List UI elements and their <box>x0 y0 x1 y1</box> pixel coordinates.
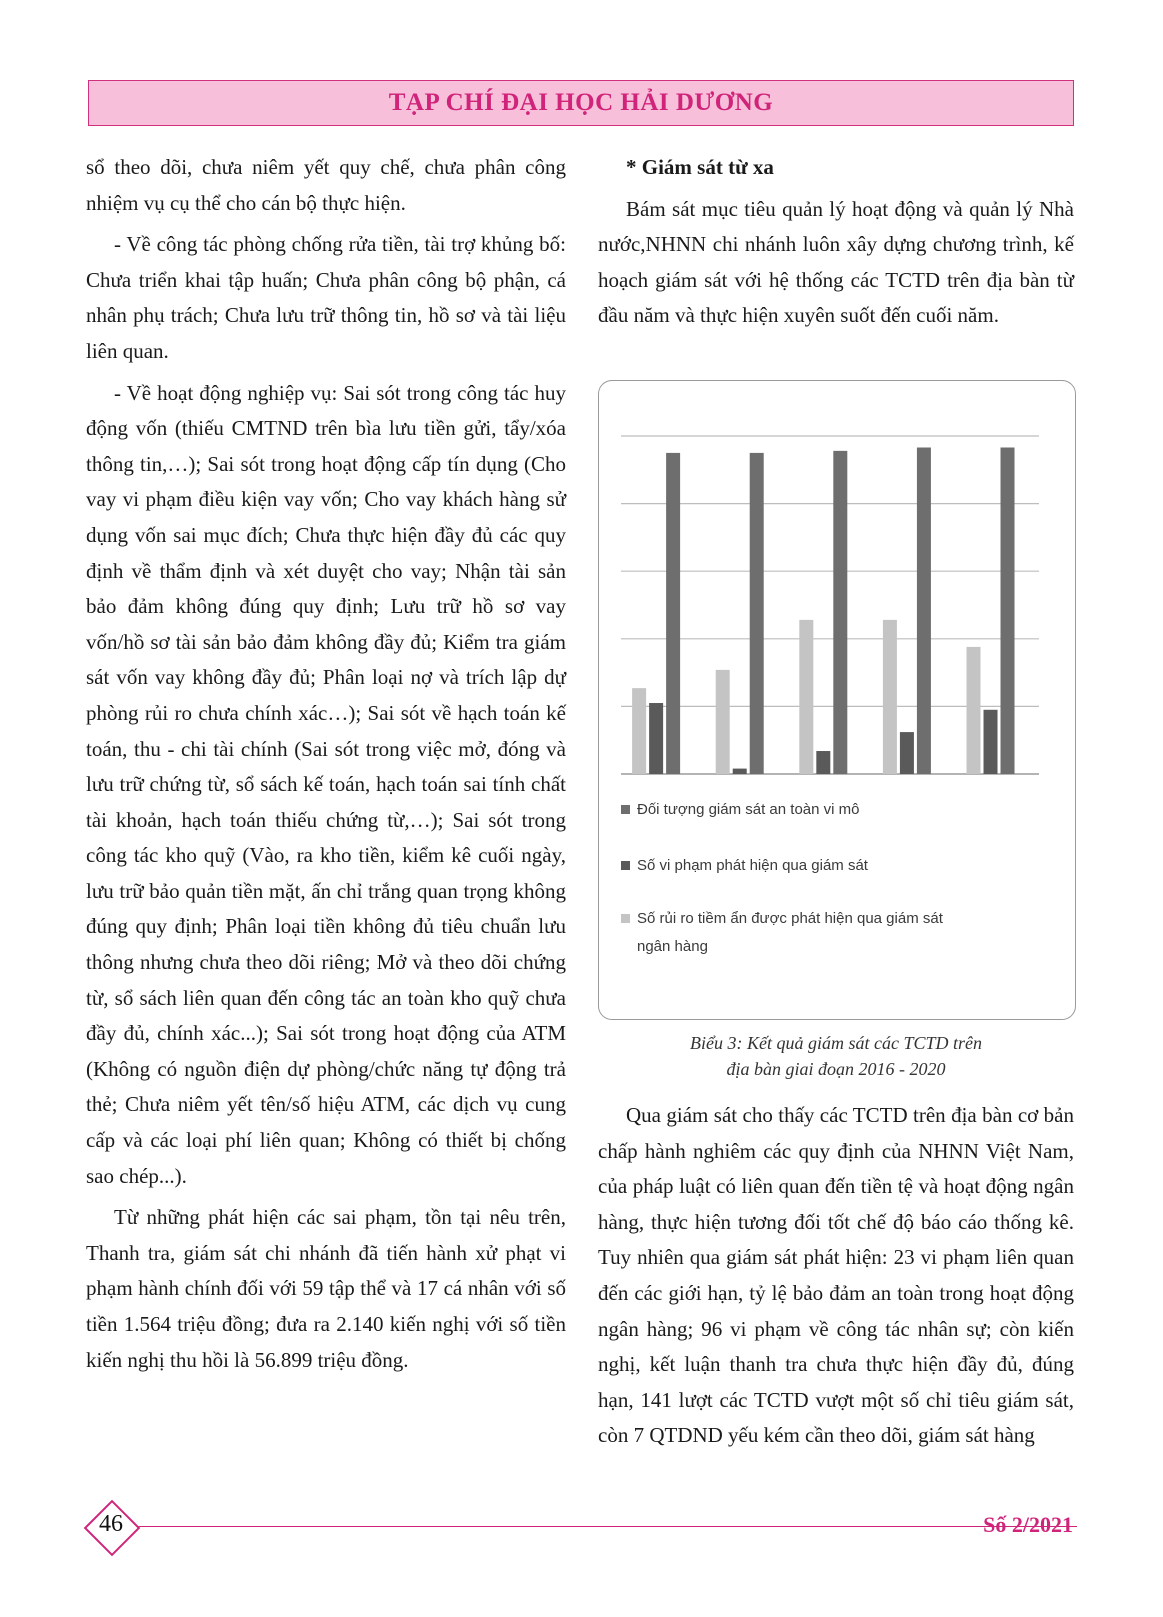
figure-caption <box>598 1030 1074 1082</box>
bar <box>733 769 747 774</box>
journal-title: TẠP CHÍ ĐẠI HỌC HẢI DƯƠNG <box>388 89 774 116</box>
legend-label: Số vi phạm phát hiện qua giám sát <box>637 857 868 874</box>
paragraph: - Về công tác phòng chống rửa tiền, tài trợ khủng bố: Chưa triển khai tập huấn; Chưa phân công bộ phận, cá nhân phụ trách; Chưa lưu trữ thông tin, hồ sơ và tài liệu liên quan. <box>86 232 566 363</box>
right-column <box>598 150 1074 340</box>
paragraph: Từ những phát hiện các sai phạm, tồn tại nêu trên, Thanh tra, giám sát chi nhánh đã tiến hành xử phạt vi phạm hành chính đối với 59 tập thể và 17 cá nhân với số tiền 1.564 triệu đồng; đưa ra 2.140 kiến nghị với số tiền kiến nghị thu hồi là 56.899 triệu đồng. <box>86 1205 566 1372</box>
paragraph: Bám sát mục tiêu quản lý hoạt động và quản lý Nhà nước,NHNN chi nhánh luôn xây dựng chương trình, kế hoạch giám sát với hệ thống các TCTD trên địa bàn từ đầu năm và thực hiện xuyên suốt đến cuối năm. <box>598 196 1074 328</box>
issue-number: Số 2/2021 <box>983 1512 1073 1537</box>
footer-rule <box>132 1526 1077 1527</box>
bar <box>649 703 663 774</box>
paragraph: - Về hoạt động nghiệp vụ: Sai sót trong công tác huy động vốn (thiếu CMTND trên bìa lưu tiền gửi, tẩy/xóa thông tin,…); Sai sót trong hoạt động cấp tín dụng (Cho vay vi phạm điều kiện vay vốn; Cho vay khách hàng sử dụng vốn sai mục đích; Chưa thực hiện đầy đủ các quy định về thẩm định và xét duyệt cho vay; Nhận tài sản bảo đảm không đúng quy định; Lưu trữ hồ sơ vay vốn/hồ sơ tài sản bảo đảm không đầy đủ; Kiểm tra giám sát vốn vay không đầy đủ; Phân loại nợ và trích lập dự phòng rủi ro chưa chính xác…); Sai sót về hạch toán kế toán, thu - chi tài chính (Sai sót trong việc mở, đóng và lưu trữ chứng từ, sổ sách kế toán, hạch toán sai tính chất tài khoản, hạch toán thiếu chứng từ,…); Sai sót trong công tác kho quỹ (Vào, ra kho tiền, kiểm kê cuối ngày, lưu trữ bảo quản tiền mặt, ấn chỉ trắng quan trọng không đúng quy định; Phân loại tiền không đủ tiêu chuẩn lưu thông nhưng chưa theo dõi riêng; Mở và theo dõi chứng từ, sổ sách liên quan đến công tác an toàn kho quỹ chưa đầy đủ, chính xác...); Sai sót trong hoạt động của ATM (Không có nguồn điện dự phòng/chức năng tự động trả thẻ; Chưa niêm yết tên/số hiệu ATM, các dịch vụ cung cấp và các loại phí liên quan; Không có thiết bị chống sao chép...). <box>86 380 566 1188</box>
legend-label: ngân hàng <box>637 938 708 955</box>
paragraph: sổ theo dõi, chưa niêm yết quy chế, chưa phân công nhiệm vụ cụ thể cho cán bộ thực hiện. <box>86 155 566 215</box>
bar <box>883 620 897 774</box>
bar <box>750 453 764 774</box>
bar <box>816 751 830 774</box>
bar <box>900 732 914 774</box>
bar <box>799 620 813 774</box>
caption-line: địa bàn giai đoạn 2016 - 2020 <box>726 1059 946 1079</box>
legend-label: Đối tượng giám sát an toàn vi mô <box>637 801 860 818</box>
bar <box>984 710 998 774</box>
legend-label: Số rủi ro tiềm ẩn được phát hiện qua giám sát <box>637 910 943 927</box>
bar <box>967 647 981 774</box>
legend-swatch <box>621 805 630 814</box>
caption-line: Biểu 3: Kết quả giám sát các TCTD trên <box>690 1033 982 1053</box>
bar <box>917 447 931 774</box>
bar <box>716 670 730 774</box>
journal-header <box>88 80 1074 126</box>
legend-swatch <box>621 861 630 870</box>
chart-frame <box>598 380 1076 1020</box>
bar <box>833 451 847 774</box>
right-column-bottom <box>598 1098 1074 1460</box>
paragraph: Qua giám sát cho thấy các TCTD trên địa bàn cơ bản chấp hành nghiêm các quy định của NHNN Việt Nam, của pháp luật có liên quan đến tiền tệ và hoạt động ngân hàng, thực hiện tương đối tốt chế độ báo cáo thống kê. Tuy nhiên qua giám sát phát hiện: 23 vi phạm liên quan đến các giới hạn, tỷ lệ bảo đảm an toàn trong hoạt động ngân hàng; 96 vi phạm về công tác nhân sự; còn kiến nghị, kết luận thanh tra chưa thực hiện đầy đủ, đúng hạn, 141 lượt các TCTD vượt một số chỉ tiêu giám sát, còn 7 QTDND yếu kém cần theo dõi, giám sát hàng <box>598 1103 1074 1448</box>
bar-chart <box>599 381 1074 1018</box>
bar <box>1001 447 1015 774</box>
left-column <box>86 150 566 1384</box>
bar <box>632 688 646 774</box>
section-heading: * Giám sát từ xa <box>626 155 774 179</box>
bar <box>666 453 680 774</box>
legend-swatch <box>621 914 630 923</box>
page-number: 46 <box>99 1511 123 1537</box>
